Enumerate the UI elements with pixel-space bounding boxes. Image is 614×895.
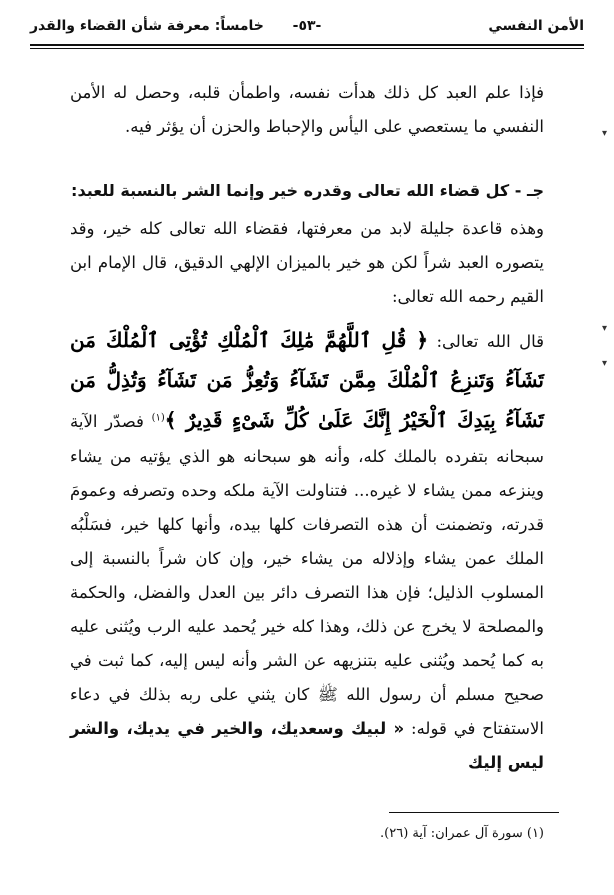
quote-intro: قال الله تعالى:: [436, 332, 545, 351]
margin-mark: ▾: [602, 358, 608, 369]
header-book-title: الأمن النفسي: [488, 18, 584, 34]
page-number: -٥٣-: [292, 18, 322, 34]
header-rule-thick: [30, 44, 584, 46]
footnote-ref: (١): [151, 412, 165, 424]
header-chapter-title: خامساً: معرفة شأن القضاء والقدر: [30, 18, 264, 34]
margin-mark: ▾: [602, 128, 608, 139]
footnote-rule: [389, 812, 559, 813]
paragraph-3: [70, 320, 544, 780]
paragraph-3-body: فصدّر الآية سبحانه بتفرده بالملك كله، وأنه هو سبحانه هو الذي يؤتيه من يشاء وينزعه ممن يشاء لا غيره... فتناولت الآية ملكه وحده وتصرفه وعمومَ قدرته، وتضمنت أن هذه التصرفات كلها بيده، وأنها كلها خير، فسَلْبُه الملك عمن يشاء وإذلاله من يشاء خير، وإن كان شراً بالنسبة إلى المسلوب الذليل؛ فإن هذا التصرف دائر بين العدل والفضل، والحكمة والمصلحة لا يخرج عن ذلك، وهذا كله خير يُحمد عليه الرب ويُثنى عليه به كما يُحمد ويُثنى عليه بتنزيهه عن الشر وأنه ليس إليه، كما ثبت في صحيح مسلم أن رسول الله ﷺ كان يثني على ربه بذلك في دعاء الاستفتاح في قوله:: [70, 412, 545, 738]
hadith-quote: « لبيك وسعديك، والخير في يديك، والشر ليس إليك: [70, 719, 544, 772]
paragraph-1: فإذا علم العبد كل ذلك هدأت نفسه، واطمأن قلبه، وحصل له الأمن النفسي ما يستعصي على اليأس والإحباط والحزن أن يؤثر فيه.: [70, 83, 544, 136]
header-rule-thin: [30, 48, 584, 49]
paragraph-2: وهذه قاعدة جليلة لابد من معرفتها، فقضاء الله تعالى كله خير، وقد يتصوره العبد شراً لكن هو خير بالميزان الإلهي الدقيق، قال الإمام ابن القيم رحمه الله تعالى:: [70, 219, 544, 306]
section-heading: جـ - كل قضاء الله تعالى وقدره خير وإنما الشر بالنسبة للعبد:: [71, 181, 544, 200]
footnote: (١) سورة آل عمران: آية (٢٦).: [380, 826, 544, 841]
page-body: [70, 76, 544, 780]
quran-verse: ﴿ قُلِ ٱللَّهُمَّ مَٰلِكَ ٱلْمُلْكِ تُؤْتِى ٱلْمُلْكَ مَن تَشَآءُ وَتَنزِعُ ٱلْمُلْكَ مِمَّن تَشَآءُ وَتُعِزُّ مَن تَشَآءُ وَتُذِلُّ مَن تَشَآءُ بِيَدِكَ ٱلْخَيْرُ إِنَّكَ عَلَىٰ كُلِّ شَىْءٍ قَدِيرٌ ﴾: [70, 328, 544, 432]
margin-mark: ▾: [602, 323, 608, 334]
running-header: [30, 14, 584, 42]
